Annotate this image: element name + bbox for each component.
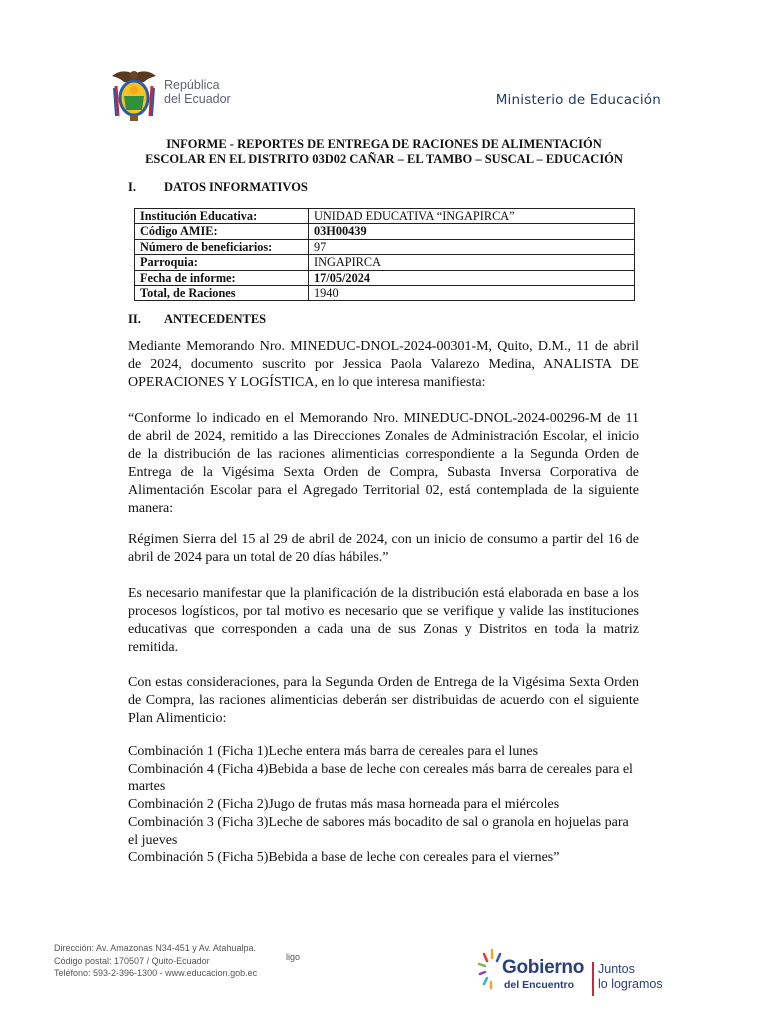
- gobierno-subtitle: del Encuentro: [504, 979, 575, 991]
- info-label: Institución Educativa:: [135, 209, 309, 224]
- slogan: [598, 962, 663, 992]
- postal-code-line: Código postal: 170507 / Quito-Ecuador: [54, 955, 210, 966]
- ecuador-coat-of-arms-icon: [108, 66, 160, 124]
- gobierno-logo: [476, 944, 676, 1000]
- slogan-line2: lo logramos: [598, 977, 663, 991]
- title-line1: INFORME - REPORTES DE ENTREGA DE RACIONES DE ALIMENTACIÓN: [166, 137, 602, 151]
- table-row: [135, 255, 635, 270]
- info-label: Total, de Raciones: [135, 286, 309, 301]
- info-table: [134, 208, 635, 301]
- paragraph: “Conforme lo indicado en el Memorando Nro. MINEDUC-DNOL-2024-00296-M de 11 de abril de 2024, remitido a las Direcciones Zonales de Administración Escolar, el inicio de la distribución de las raciones alimenticias correspondiente a la Segunda Orden de Entrega de la Vigésima Sexta Orden de Compra, Subasta Inversa Corporativa de Alimentación Escolar para el Agregado Territorial 02, está contemplada de la siguiente manera:: [128, 411, 639, 516]
- address-line: Dirección: Av. Amazonas N34-451 y Av. Atahualpa.: [54, 943, 256, 953]
- section-title: ANTECEDENTES: [164, 312, 267, 326]
- republica-logo: [108, 66, 238, 126]
- table-row: [135, 239, 635, 254]
- info-label: Código AMIE:: [135, 224, 309, 239]
- document-title: [128, 137, 640, 167]
- info-value: UNIDAD EDUCATIVA “INGAPIRCA”: [309, 209, 635, 224]
- seal-text-line1: República: [164, 78, 220, 92]
- table-row: [135, 209, 635, 224]
- seal-text-line2: del Ecuador: [164, 92, 231, 106]
- slogan-line1: Juntos: [598, 962, 635, 976]
- footer-address: [54, 942, 257, 980]
- section-number: I.: [128, 180, 136, 194]
- list-item: Combinación 2 (Ficha 2)Jugo de frutas más masa horneada para el miércoles: [128, 797, 560, 813]
- list-item: Combinación 3 (Ficha 3)Leche de sabores más bocadito de sal o granola en hojuelas para el jueves: [128, 814, 629, 848]
- info-value: 1940: [309, 286, 635, 301]
- paragraph: Es necesario manifestar que la planificación de la distribución está elaborada en base a los procesos logísticos, por tal motivo es necesario que se verifique y valide las instituciones educativas que corresponden a cada una de sus Zonas y Distritos en toda la matriz remitida.: [128, 586, 639, 655]
- paragraph: Régimen Sierra del 15 al 29 de abril de 2024, con un inicio de consumo a partir del 16 de abril de 2024 para un total de 20 días hábiles.”: [128, 532, 639, 565]
- section-heading-datos: [128, 180, 308, 195]
- title-line2: ESCOLAR EN EL DISTRITO 03D02 CAÑAR – EL TAMBO – SUSCAL – EDUCACIÓN: [145, 152, 623, 166]
- info-value: 03H00439: [309, 224, 635, 239]
- phone-web-line: Teléfono: 593-2-396-1300 - www.educacion.gob.ec: [54, 968, 258, 978]
- info-label: Parroquia:: [135, 255, 309, 270]
- info-label: Fecha de informe:: [135, 270, 309, 285]
- gobierno-name: Gobierno: [502, 957, 585, 978]
- info-value: 97: [309, 239, 635, 254]
- ministry-name: Ministerio de Educación: [495, 92, 661, 108]
- table-row: [135, 270, 635, 285]
- section-title: DATOS INFORMATIVOS: [164, 180, 308, 194]
- meal-plan-list: [128, 743, 639, 867]
- info-value: INGAPIRCA: [309, 255, 635, 270]
- list-item: Combinación 1 (Ficha 1)Leche entera más barra de cereales para el lunes: [128, 744, 539, 759]
- list-item: Combinación 4 (Ficha 4)Bebida a base de leche con cereales más barra de cereales para el martes: [128, 761, 633, 795]
- section-number: II.: [128, 312, 141, 326]
- info-value: 17/05/2024: [309, 270, 635, 285]
- footer-fragment: ligo: [286, 952, 301, 962]
- info-label: Número de beneficiarios:: [135, 239, 309, 254]
- list-item: Combinación 5 (Ficha 5)Bebida a base de leche con cereales para el viernes”: [128, 850, 560, 866]
- logo-divider: [592, 962, 594, 996]
- section-heading-antecedentes: [128, 312, 266, 327]
- paragraph: Con estas consideraciones, para la Segunda Orden de Entrega de la Vigésima Sexta Orden de Compra, las raciones alimenticias deberán ser distribuidas de acuerdo con el siguiente Plan Alimenticio:: [128, 675, 639, 726]
- starburst-icon: [476, 944, 504, 996]
- table-row: [135, 286, 635, 301]
- paragraph: Mediante Memorando Nro. MINEDUC-DNOL-2024-00301-M, Quito, D.M., 11 de abril de 2024, documento suscrito por Jessica Paola Valarezo Medina, ANALISTA DE OPERACIONES Y LOGÍSTICA, en lo que interesa manifiesta:: [128, 339, 639, 390]
- table-row: [135, 224, 635, 239]
